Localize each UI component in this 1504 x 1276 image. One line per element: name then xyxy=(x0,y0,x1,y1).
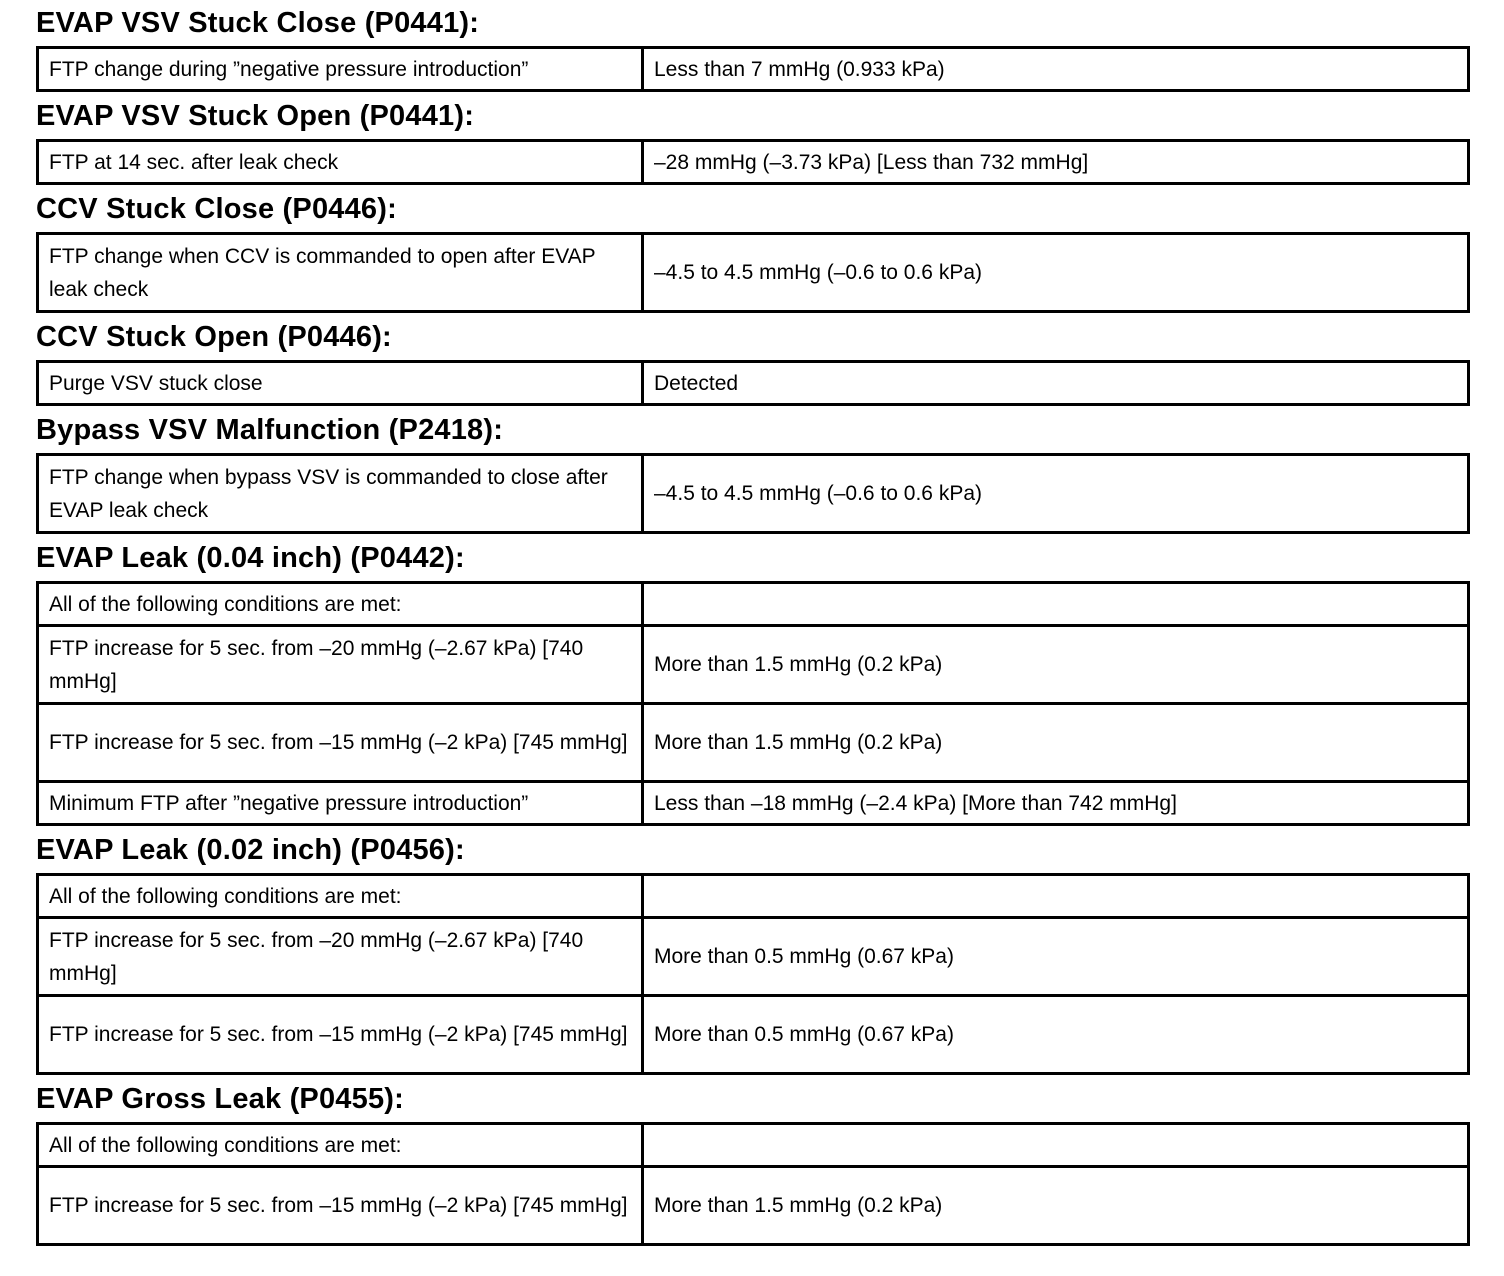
criteria-table xyxy=(36,232,1470,313)
table-row xyxy=(38,1124,1469,1167)
threshold-cell: Less than 7 mmHg (0.933 kPa) xyxy=(643,48,1469,91)
criteria-table xyxy=(36,873,1470,1075)
table-row xyxy=(38,875,1469,918)
threshold-cell: Less than –18 mmHg (–2.4 kPa) [More than 742 mmHg] xyxy=(643,782,1469,825)
table-row xyxy=(38,626,1469,704)
section-heading: Bypass VSV Malfunction (P2418): xyxy=(36,414,504,446)
section-heading: EVAP Leak (0.04 inch) (P0442): xyxy=(36,542,465,574)
table-row xyxy=(38,918,1469,996)
section-heading: EVAP VSV Stuck Open (P0441): xyxy=(36,100,475,132)
condition-cell: FTP at 14 sec. after leak check xyxy=(38,141,643,184)
table-row xyxy=(38,704,1469,782)
criteria-table xyxy=(36,46,1470,92)
criteria-table xyxy=(36,1122,1470,1246)
threshold-cell: More than 1.5 mmHg (0.2 kPa) xyxy=(643,1167,1469,1245)
section-heading: EVAP Leak (0.02 inch) (P0456): xyxy=(36,834,465,866)
section-heading: EVAP Gross Leak (P0455): xyxy=(36,1083,405,1115)
condition-cell: All of the following conditions are met: xyxy=(38,1124,643,1167)
threshold-cell xyxy=(643,583,1469,626)
condition-cell: FTP increase for 5 sec. from –20 mmHg (–2.67 kPa) [740 mmHg] xyxy=(38,918,643,996)
threshold-cell: More than 1.5 mmHg (0.2 kPa) xyxy=(643,626,1469,704)
condition-cell: Minimum FTP after ”negative pressure introduction” xyxy=(38,782,643,825)
criteria-table xyxy=(36,360,1470,406)
condition-cell: All of the following conditions are met: xyxy=(38,875,643,918)
table-row xyxy=(38,996,1469,1074)
threshold-cell xyxy=(643,1124,1469,1167)
table-row xyxy=(38,455,1469,533)
table-row xyxy=(38,782,1469,825)
table-row xyxy=(38,234,1469,312)
threshold-cell xyxy=(643,875,1469,918)
table-row xyxy=(38,1167,1469,1245)
threshold-cell: –4.5 to 4.5 mmHg (–0.6 to 0.6 kPa) xyxy=(643,234,1469,312)
condition-cell: FTP increase for 5 sec. from –15 mmHg (–2 kPa) [745 mmHg] xyxy=(38,1167,643,1245)
table-row xyxy=(38,141,1469,184)
condition-cell: FTP change during ”negative pressure introduction” xyxy=(38,48,643,91)
criteria-table xyxy=(36,453,1470,534)
threshold-cell: More than 0.5 mmHg (0.67 kPa) xyxy=(643,918,1469,996)
section-heading: EVAP VSV Stuck Close (P0441): xyxy=(36,7,480,39)
condition-cell: FTP increase for 5 sec. from –20 mmHg (–2.67 kPa) [740 mmHg] xyxy=(38,626,643,704)
table-row xyxy=(38,48,1469,91)
threshold-cell: –28 mmHg (–3.73 kPa) [Less than 732 mmHg] xyxy=(643,141,1469,184)
condition-cell: FTP increase for 5 sec. from –15 mmHg (–2 kPa) [745 mmHg] xyxy=(38,704,643,782)
threshold-cell: –4.5 to 4.5 mmHg (–0.6 to 0.6 kPa) xyxy=(643,455,1469,533)
criteria-table xyxy=(36,581,1470,826)
section-heading: CCV Stuck Open (P0446): xyxy=(36,321,392,353)
condition-cell: Purge VSV stuck close xyxy=(38,362,643,405)
document xyxy=(36,0,1467,1247)
table-row xyxy=(38,362,1469,405)
threshold-cell: More than 0.5 mmHg (0.67 kPa) xyxy=(643,996,1469,1074)
condition-cell: FTP change when bypass VSV is commanded to close after EVAP leak check xyxy=(38,455,643,533)
condition-cell: FTP change when CCV is commanded to open after EVAP leak check xyxy=(38,234,643,312)
condition-cell: FTP increase for 5 sec. from –15 mmHg (–2 kPa) [745 mmHg] xyxy=(38,996,643,1074)
condition-cell: All of the following conditions are met: xyxy=(38,583,643,626)
threshold-cell: More than 1.5 mmHg (0.2 kPa) xyxy=(643,704,1469,782)
threshold-cell: Detected xyxy=(643,362,1469,405)
table-row xyxy=(38,583,1469,626)
criteria-table xyxy=(36,139,1470,185)
section-heading: CCV Stuck Close (P0446): xyxy=(36,193,397,225)
